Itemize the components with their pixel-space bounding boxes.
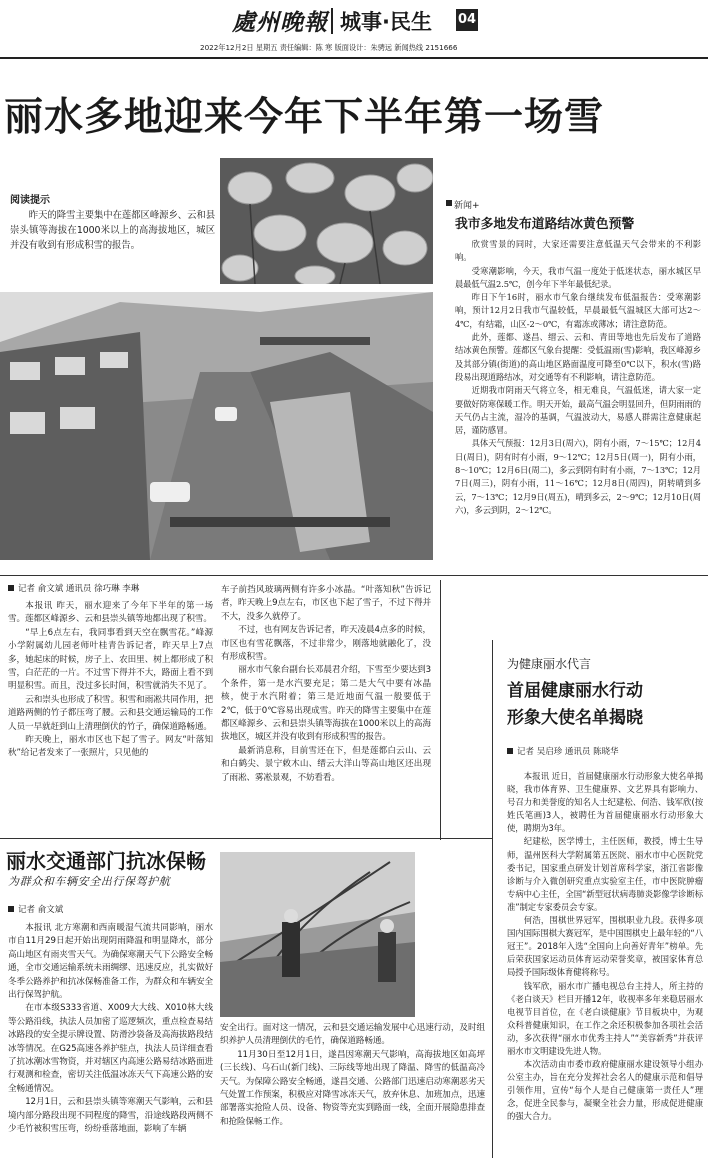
paragraph: 本报讯 昨天，丽水迎来了今年下半年的第一场雪。莲都区峰源乡、云和县崇头镇等地都出现了积雪。 [8, 601, 213, 625]
health-byline: 记者 吴启珍 通讯员 陈晓华 [507, 746, 619, 758]
paragraph: 不过，也有网友告诉记者，昨天凌晨4点多的时候，市区也有雪花飘落，不过非常少，刚落地就融化了，没有形成积雪。 [221, 625, 431, 663]
masthead [0, 0, 708, 62]
summary-text: 昨天的降雪主要集中在莲都区峰源乡、云和县崇头镇等海拔在1000米以上的高海拔地区，城区并没有收到有形成积雪的报告。 [10, 210, 215, 251]
edition-meta: 2022年12月2日 星期五 责任编辑：陈 寒 版面设计：朱骋远 新闻热线 2151666 [200, 43, 458, 52]
paragraph: 在市本级S333省道、X009大大线、X010林大线等公路沿线，执法人员加密了巡逻频次，重点检查易结冰路段的安全提示牌设置、防滑沙袋备及高海拔路段结冰等情况。在G25高速各养护驻点，执法人员详细查看了抗冰潮冰雪物资，并对辖区内高速公路易结冰路面进行观测和检查，密切关注低温冰冻天气下高速公路的安全畅通情况。 [8, 1003, 213, 1094]
health-headline-line1: 首届健康丽水行动 [507, 681, 643, 701]
paragraph: “早上6点左右，我同事看到天空在飘雪花。”峰源小学附属幼儿园老师叶桂青告诉记者，昨天早上7点多，她起床的时候，房子上、农田里、树上都形成了积雪，白茫茫的一片。不过雪下得并不大，路面上看不到明显积雪。而且，没过多长时间，积雪就消失不见了。 [8, 627, 213, 692]
paragraph: 最新消息称，目前雪还在下，但是莲都白云山、云和白鹤尖、景宁敕木山、缙云大洋山等高山地区还出现了雨凇、雾凇景观，不妨看看。 [221, 745, 431, 783]
main-story-col1 [8, 600, 213, 832]
traffic-subhead: 为群众和车辆安全出行保驾护航 [8, 875, 171, 888]
paragraph: 云和崇头也形成了积雪。积雪和雨凇共同作用，把道路两侧的竹子都压弯了腰。云和县交通运输局的工作人员一早就赶到山上清理倒伏的竹子，确保道路畅通。 [8, 694, 213, 732]
main-byline: 记者 俞文斌 通讯员 徐巧琳 李琳 [8, 583, 139, 595]
paragraph: 安全出行。面对这一情况，云和县交通运输发展中心迅速行动，及时组织养护人员清理倒伏的毛竹，确保道路畅通。 [220, 1023, 485, 1047]
paragraph: 近期我市阴雨天气将立冬，相无难良，气温低迷，请大家一定要做好防寒保暖工作。明天开始，最高气温会明显回升，但阴雨雨的天气仍占主流，湿冷的基调，气温波动大，易感人群需注意健康起居，谨防感冒。 [455, 385, 701, 436]
paragraph: 昨天晚上，丽水市区也下起了雪子。网友“叶落知秋”给记者发来了一张照片，只见他的 [8, 735, 213, 759]
right-news-headline: 我市多地发布道路结冰黄色预警 [455, 217, 635, 232]
paper-name: 處州晚報 [232, 9, 328, 36]
paragraph: 钱军欣，丽水市广播电视总台主持人，所主持的《老白谈天》栏目开播12年，收视率多年来稳居丽水电视节目首位，在《老白谈健康》节目板块中，为观众科普健康知识，在工作之余还积极参加各项社会活动，多次获得“丽水市优秀主持人”“美容新秀”并获评丽水市文明建设先进人物。 [507, 980, 703, 1056]
paragraph: 纪建松，医学博士，主任医师，教授，博士生导师，温州医科大学附属第五医院、丽水市中心医院党委书记，国家重点研发计划首席科学家，浙江省影像诊断与介入微创研究重点实验室主任，市中医院肿瘤专病中心主任，全国“新型冠状病毒肺炎影像学诊断标准”制定专家委员会专家。 [507, 836, 703, 912]
masthead-rule [0, 57, 708, 59]
paragraph: 昨日下午16时，丽水市气象台继续发布低温报告：受寒潮影响，预计12月2日我市气温较低，早晨最低气温城区大部可达2～4℃，有结霜，山区-2～0℃，有霜冻或薄冰；请注意防范。 [455, 292, 701, 329]
traffic-col2 [220, 1022, 485, 1158]
paragraph: 本次活动由市委市政府健康丽水建设领导小组办公室主办，旨在充分发挥社会名人的健康示范和倡导引领作用，宣传“每个人是自己健康第一责任人”理念，促进全民参与，凝聚全社会力量，形成促进健康的强大合力。 [507, 1059, 703, 1122]
paragraph: 欣赏雪景的同时，大家还需要注意低温天气会带来的不利影响。 [455, 239, 701, 263]
paragraph: 本报讯 近日，首届健康丽水行动形象大使名单揭晓，我市体育界、卫生健康界、文艺界具有影响力、号召力和美誉度的知名人士纪建松、何浩、钱军欣(按姓氏笔画)3人，被聘任为首届健康丽水行动形象大使，聘期为3年。 [507, 771, 703, 834]
summary-label: 阅读提示 [10, 195, 50, 206]
paragraph: 车子前挡风玻璃两侧有许多小冰晶。“叶落知秋”告诉记者，昨天晚上9点左右，市区也下起了雪子，不过下得并不大，没多久就停了。 [221, 585, 431, 622]
section-rule [0, 575, 708, 576]
traffic-byline: 记者 俞文斌 [8, 904, 63, 916]
road-clearing-photo [220, 852, 415, 1017]
town-snow-photo [0, 292, 433, 560]
paragraph: 何浩，围棋世界冠军，围棋职业九段。获得多项国内国际围棋大赛冠军，是中国围棋史上最年轻的“八冠王”。2018年入选“全国向上向善好青年”榜单。先后荣获国家运动员体育运动荣誉奖章，被国家体育总局授予国际级体育健将称号。 [507, 915, 703, 978]
paragraph: 丽水市气象台副台长邓晨君介绍，下雪至少要达到3个条件，第一是水汽要充足；第二是大气中要有冰晶核，使于水汽附着；第三是近地面气温一般要低于2℃，低于0℃容易出现成雪。昨天的降雪主要集中在莲都区峰源乡、云和县崇头镇等海拔在1000米以上的高海拔地区，城区并没有收到有形成积雪的报告。 [221, 665, 431, 743]
paragraph: 具体天气预报：12月3日(周六)，阴有小雨，7～15℃；12月4日(周日)，阴有时有小雨，9～12℃；12月5日(周一)，阴有小雨，8～10℃；12月6日(周二)，多云到阴有时有小雨，7～13℃；12月7日(周三)，阴有小雨，11～16℃；12月8日(周四)，阴转晴到多云，7～13℃；12月9日(周五)，晴到多云，2～9℃；12月10日(周六)，多云到阴，2～12℃。 [455, 438, 701, 515]
traffic-headline: 丽水交通部门抗冰保畅 [6, 849, 206, 873]
section-title: 城事·民生 [340, 10, 432, 34]
snow-plant-photo [220, 158, 433, 284]
paragraph: 11月30日至12月1日，遂昌因寒潮天气影响，高海拔地区如高坪(三长线)、乌石山(新门线)、三际线等地出现了降温、降雪的低温高冷天气。为保障公路安全畅通，遂昌交通、公路部门迅速启动寒潮恶劣天气处置工作预案，积极应对降雪冰冻天气，放弃休息、加班加点，迅速部署落实抢险人员、设备、物资等充实到路面一线，全面开展隐患排查和抢险保畅工作。 [220, 1049, 485, 1127]
masthead-divider [331, 8, 333, 34]
paragraph: 本报讯 北方寒潮和西南暖湿气流共同影响，丽水市自11月29日起开始出现阴雨降温和明显降水，部分高山地区有雨夹雪天气。为确保寒潮天气下公路安全畅通，全市交通运输系统未雨绸缪、迅速反应，扎实做好冬季公路养护和抗冰保畅准备工作，为群众和车辆安全出行保驾护航。 [8, 923, 213, 1001]
traffic-col1 [8, 922, 213, 1158]
paragraph: 此外，莲都、遂昌、缙云、云和、青田等地也先后发布了道路结冰黄色预警。莲都区气象台提醒：受低温雨(雪)影响，我区峰源乡及其部分镇(街道)的高山地区路面温度可降至0℃以下，积水(雪)路段易出现道路结冰，对交通等有不利影响，请注意防范。 [455, 332, 701, 382]
main-headline: 丽水多地迎来今年下半年第一场雪 [4, 95, 605, 140]
news-plus-tag: 新闻+ [454, 201, 480, 211]
paragraph: 受寒潮影响，今天，我市气温一度处于低迷状态，丽水城区早晨最低气温2.5℃，创今年下半年最低纪录。 [455, 265, 701, 289]
paragraph: 12月1日，云和县崇头镇等寒潮天气影响，云和县境内部分路段出现不同程度的降雪，沿途线路段两侧不少毛竹被积雪压弯，纷纷垂落地面，影响了车辆 [8, 1097, 213, 1135]
main-story-col2 [221, 584, 431, 834]
column-rule [440, 580, 441, 840]
story-rule [0, 838, 492, 839]
health-body [507, 770, 703, 1158]
health-kicker: 为健康丽水代言 [507, 657, 592, 671]
health-headline-line2: 形象大使名单揭晓 [507, 708, 643, 728]
column-rule [492, 640, 493, 1158]
right-news-body [455, 238, 701, 568]
news-plus-icon [446, 200, 452, 206]
page-number: 04 [456, 9, 478, 31]
